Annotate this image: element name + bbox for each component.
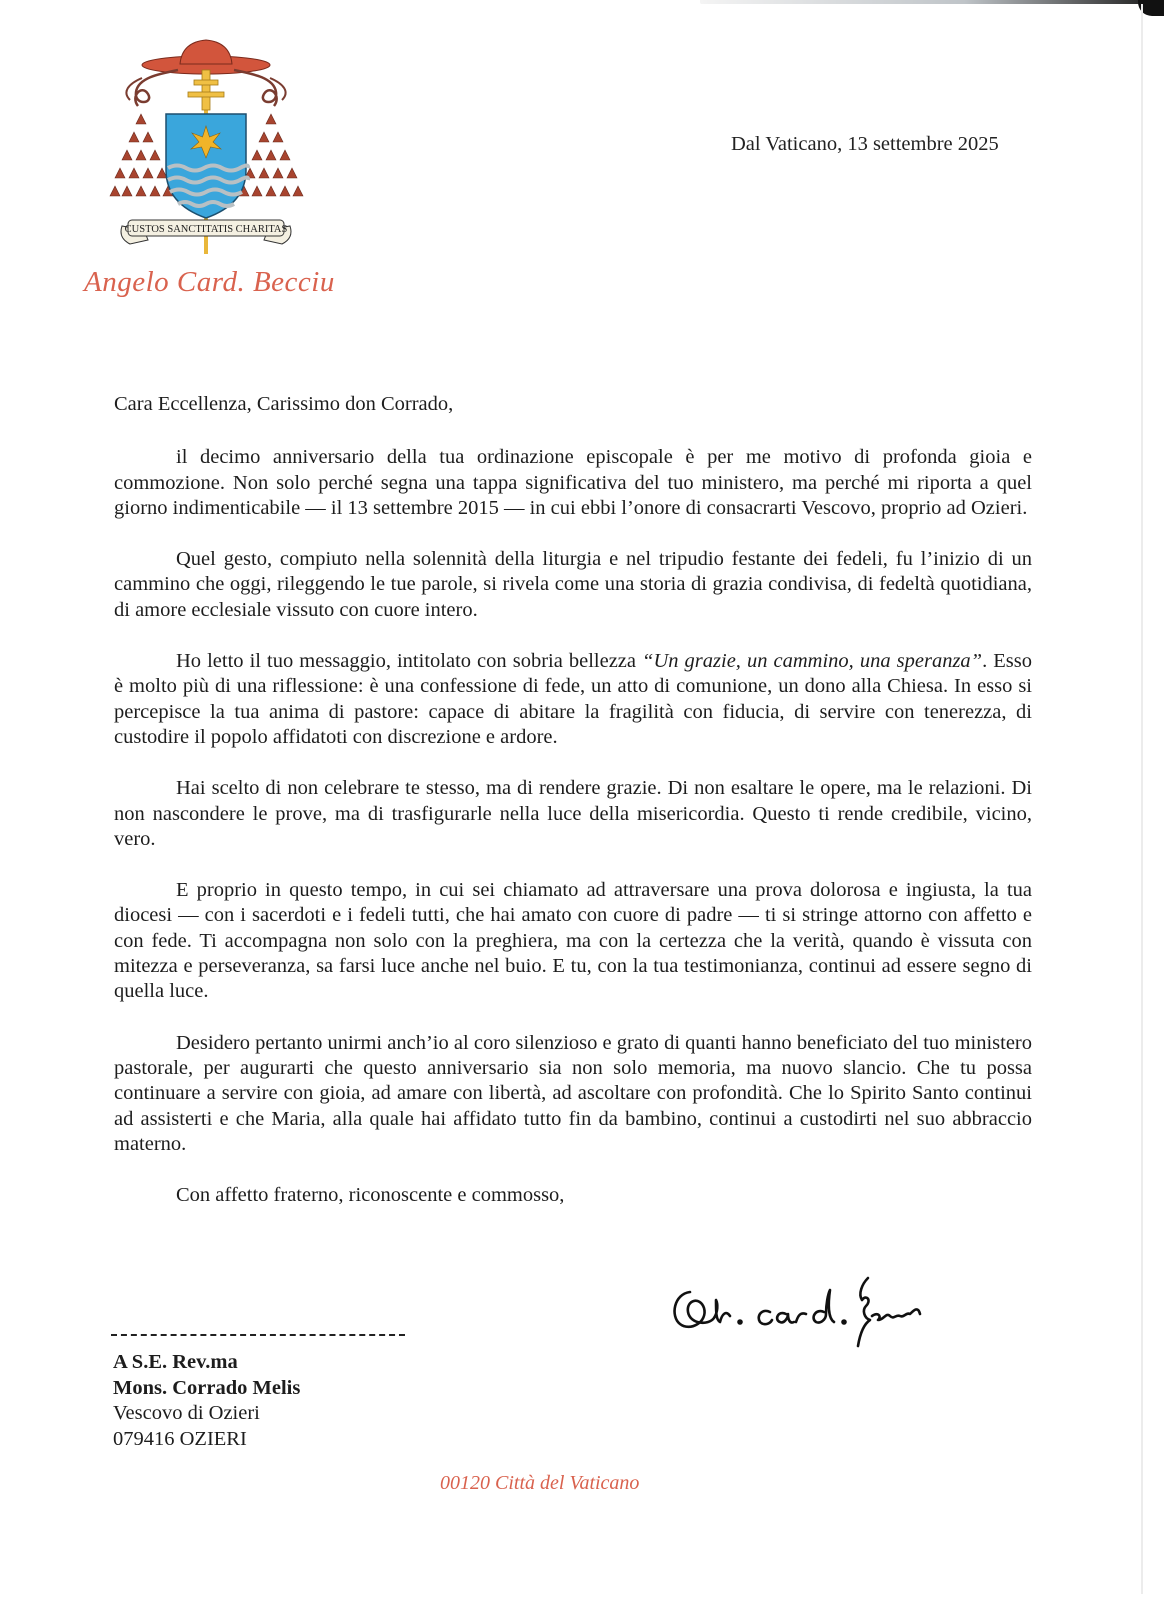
letterhead-footer: 00120 Città del Vaticano (440, 1472, 640, 1494)
double-cross-icon (188, 70, 224, 110)
paragraph-3 (114, 649, 1032, 750)
recipient-city: 079416 OZIERI (113, 1427, 247, 1450)
salutation: Cara Eccellenza, Carissimo don Corrado, (114, 393, 454, 415)
paragraph-3-rest: . Esso è molto più di una riflessione: è una confessione di fede, un atto di comunione, un dono alla Chiesa. In esso si percepisce la tua anima di pastore: capace di abitare la fragilità con fiducia, di servire con tenerezza, di custodire il popolo affidatoti con discrezione e ardore. (114, 650, 1032, 748)
paragraph-2: Quel gesto, compiuto nella solennità della liturgia e nel tripudio festante dei fedeli, fu l’inizio di un cammino che oggi, rileggendo le tue parole, si rivela come una storia di grazia condivisa, di fedeltà quotidiana, di amore ecclesiale vissuto con cuore intero. (114, 548, 1032, 621)
letterhead-name: Angelo Card. Becciu (84, 266, 335, 298)
paragraph-5: E proprio in questo tempo, in cui sei chiamato ad attraversare una prova dolorosa e ingiusta, la tua diocesi — con i sacerdoti e i fedeli tutti, che hai amato con cuore di padre — ti si stringe attorno con affetto e con fede. Ti accompagna non solo con la preghiera, ma con la certezza che la verità, quando è vissuta con mitezza e perseveranza, sa farsi luce anche nel buio. E tu, con la tua testimonianza, continui ad essere segno di quella luce. (114, 879, 1032, 1003)
paragraph-1: il decimo anniversario della tua ordinazione episcopale è per me motivo di profonda gioia e commozione. Non solo perché segna una tappa significativa del tuo ministero, ma perché mi riporta a quel giorno indimenticabile — il 13 settembre 2015 — in cui ebbi l’onore di consacrarti Vescovo, proprio ad Ozieri. (114, 446, 1032, 519)
recipient-name: Mons. Corrado Melis (113, 1376, 301, 1399)
message-title: “Un grazie, un cammino, una speranza” (642, 650, 983, 673)
handwritten-signature (668, 1264, 948, 1350)
separator-line (111, 1334, 405, 1336)
scan-right-edge (1141, 4, 1143, 1594)
recipient-address (113, 1350, 300, 1452)
letter-body (114, 392, 1032, 1208)
paragraph-3-intro: Ho letto il tuo messaggio, intitolato con sobria bellezza (176, 650, 643, 673)
recipient-role: Vescovo di Ozieri (113, 1402, 260, 1424)
scan-top-edge (700, 0, 1140, 4)
letter-date: Dal Vaticano, 13 settembre 2025 (731, 133, 999, 155)
closing: Con affetto fraterno, riconoscente e commosso, (176, 1184, 565, 1207)
motto-text: CUSTOS SANCTITATIS CHARITAS (124, 224, 288, 235)
left-tassels-icon (110, 114, 173, 196)
right-tassels-icon (239, 114, 303, 196)
recipient-title: A S.E. Rev.ma (113, 1351, 238, 1373)
paragraph-6: Desidero pertanto unirmi anch’io al coro silenzioso e grato di quanti hanno beneficiato del tuo ministero pastorale, per augurarti che questo anniversario sia non solo memoria, ma nuovo slancio. Che tu possa continuare a servire con gioia, ad amare con libertà, ad ascoltare con profondità. Che lo Spirito Santo continui ad assisterti e che Maria, alla quale hai affidato tutto fin da bambino, continui a custodirti nel suo abbraccio materno. (114, 1031, 1032, 1155)
coat-of-arms-logo (108, 34, 304, 264)
paragraph-4: Hai scelto di non celebrare te stesso, ma di rendere grazie. Di non esaltare le opere, ma le relazioni. Di non nascondere le prove, ma di trasfigurarle nella luce della misericordia. Questo ti rende credibile, vicino, vero. (114, 777, 1032, 850)
